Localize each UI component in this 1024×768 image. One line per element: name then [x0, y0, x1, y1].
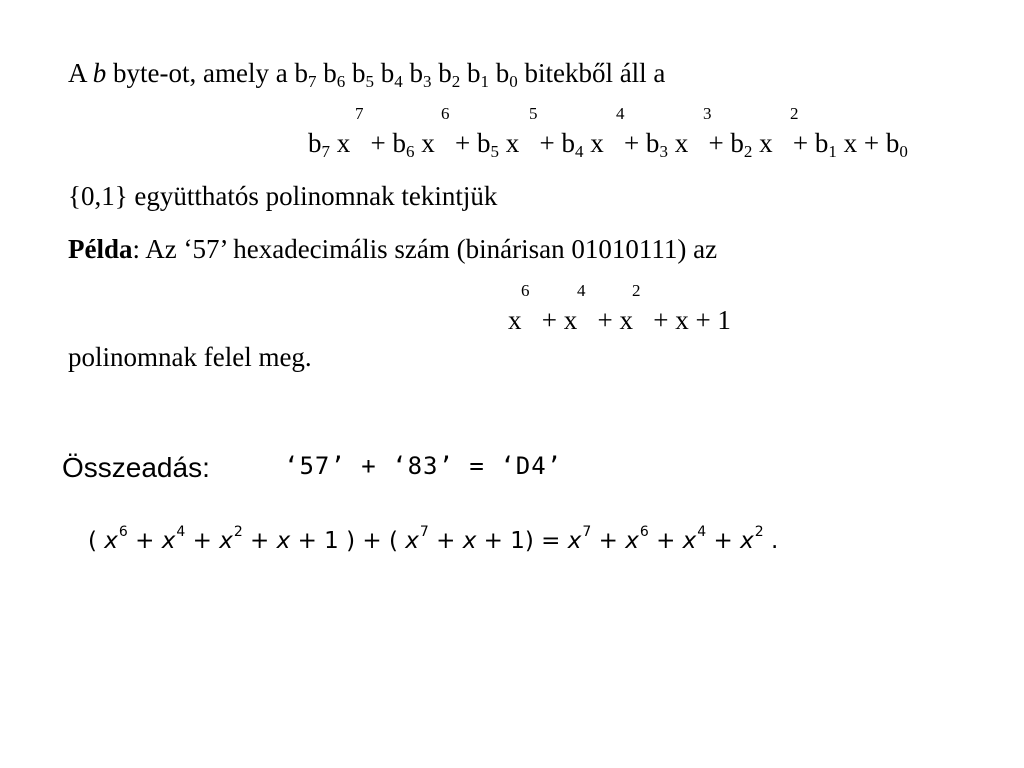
exponent: 2: [632, 281, 641, 300]
addition-label: Összeadás:: [62, 452, 210, 483]
exponent: 5: [529, 104, 538, 123]
polynomial-addition: ( $x^6 + x^4 + x^2 + x + 1$ ) + ( $x^7 + x + 1) = x^7 + x^6 + x^4 + x^2$ .: [88, 524, 779, 554]
exponent: 4: [577, 281, 586, 300]
exponent: 3: [703, 104, 712, 123]
coefficients-line: {0,1} együtthatós polinomnak tekintjük: [68, 181, 498, 211]
example-line: Példa: Az ‘57’ hexadecimális szám (binárisan 01010111) az: [68, 234, 718, 264]
exponent: 6: [521, 281, 530, 300]
example-conclusion: polinomnak felel meg.: [68, 342, 312, 372]
exponent: 6: [441, 104, 450, 123]
example-label: Példa: [68, 234, 133, 264]
example-polynomial-terms: x + x + x + x + 1: [508, 305, 731, 335]
general-polynomial-terms: $b_7$ $x + b_6$ $x + b_5$ $x + b_4$ $x + b_3$ $x + b_2$ $x + b_1$ $x + b_0$: [308, 128, 908, 161]
exponent: 2: [790, 104, 799, 123]
exponent: 4: [616, 104, 625, 123]
exponent: 7: [355, 104, 364, 123]
intro-line: A b byte-ot, amely a $b_7$ $b_6$ $b_5$ $b_4$ $b_3$ $b_2$ $b_1$ $b_0$ bitekből áll a: [68, 58, 666, 91]
hex-addition: ‘57’ + ‘83’ = ‘D4’: [284, 452, 563, 480]
